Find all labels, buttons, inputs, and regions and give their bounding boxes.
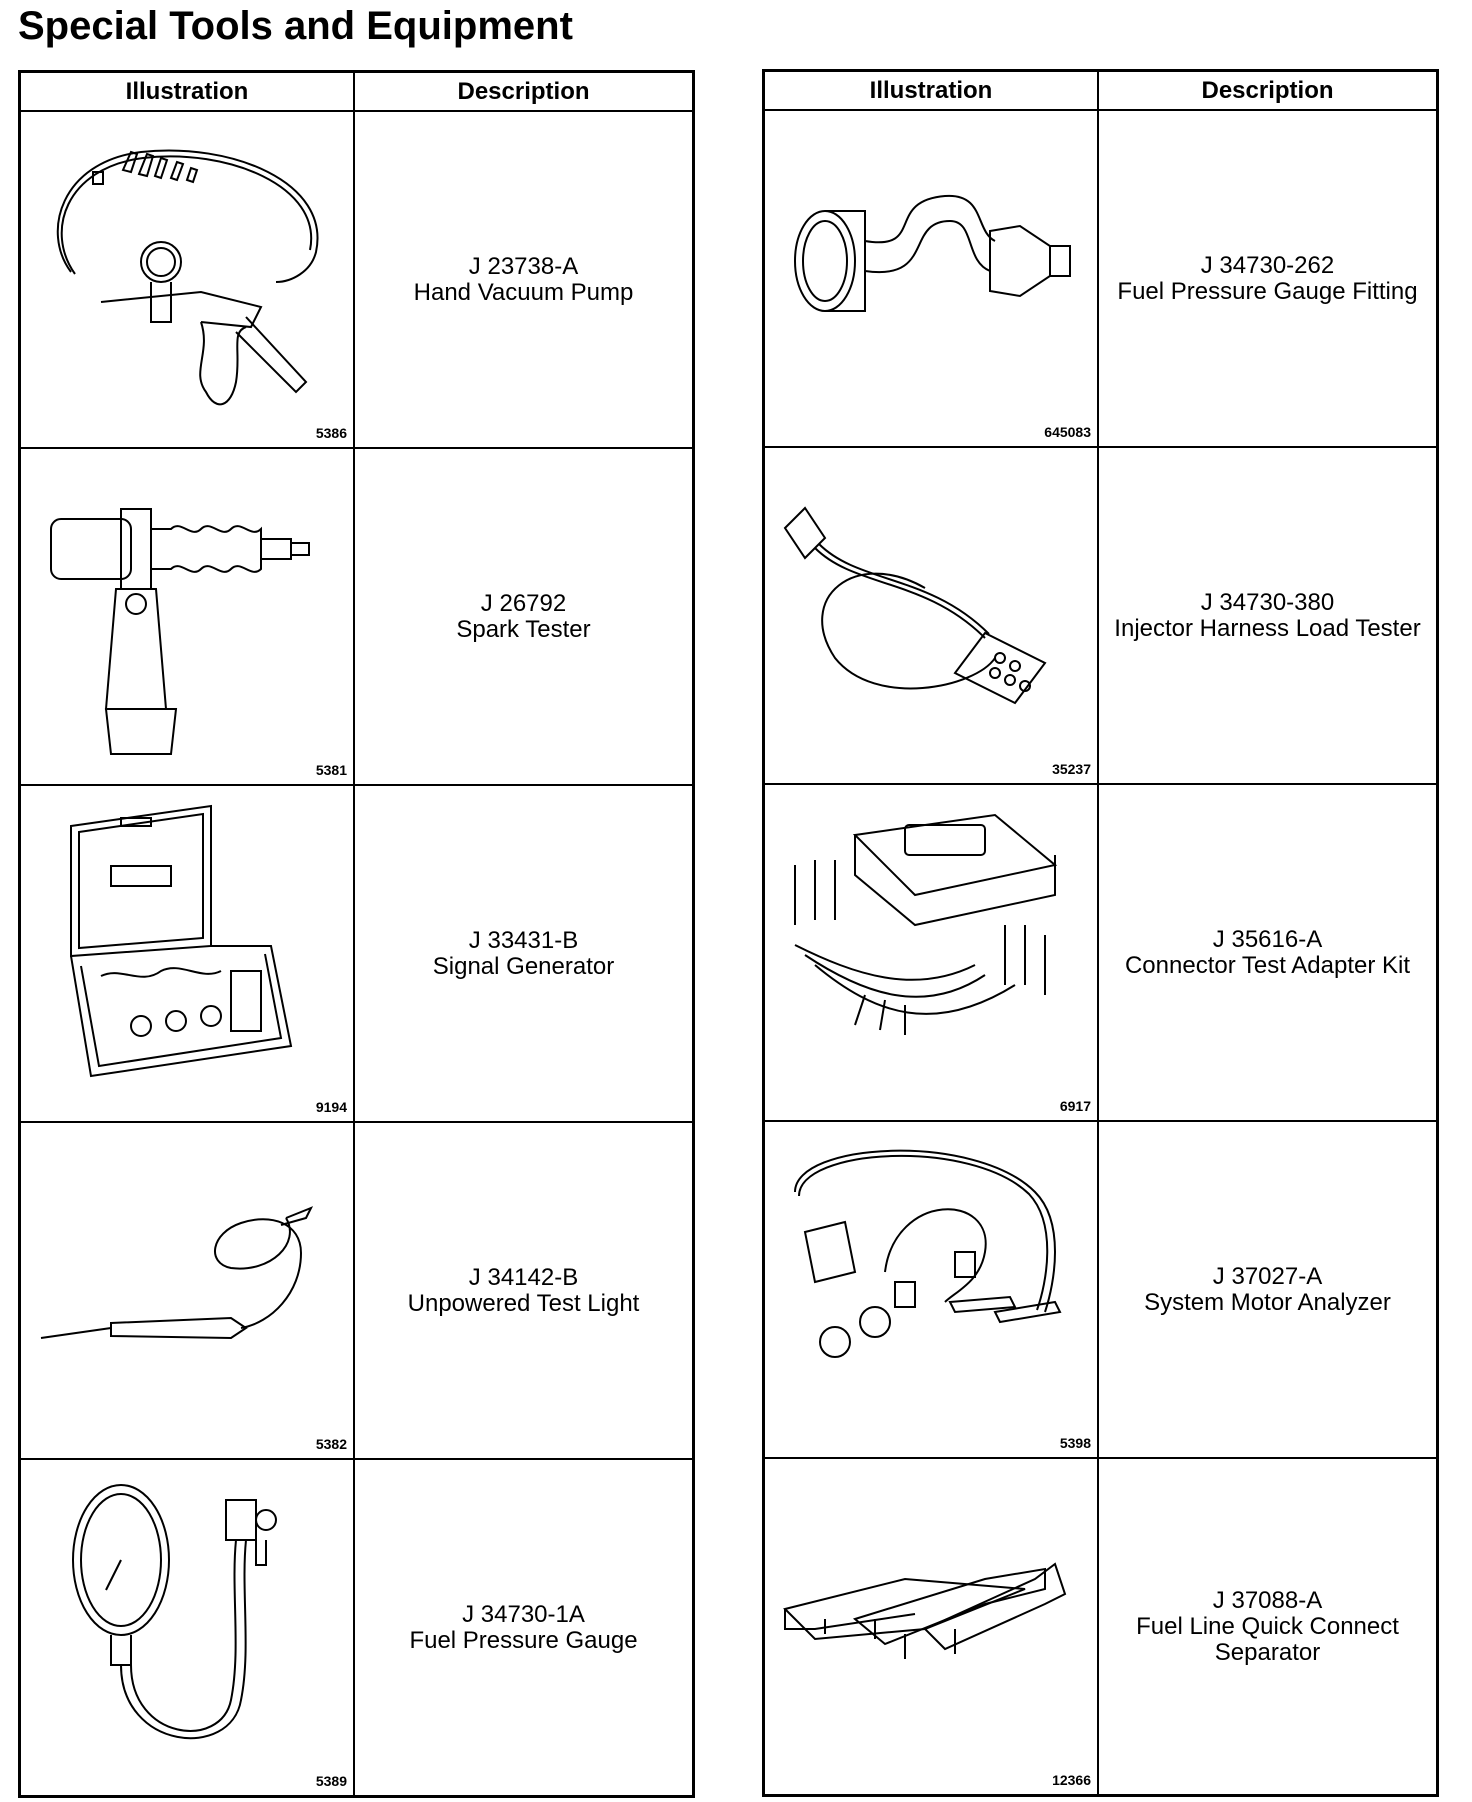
tool-number: J 34730-262	[1200, 251, 1335, 279]
tool-name: Fuel Pressure Gauge Fitting	[1117, 277, 1418, 305]
illustration-cell	[20, 111, 355, 448]
tool-name: System Motor Analyzer	[1144, 1288, 1391, 1316]
table-row	[764, 784, 1438, 1121]
tool-number: J 33431-B	[468, 926, 579, 954]
tool-number: J 34730-380	[1200, 588, 1335, 616]
figure-number: 5381	[315, 762, 347, 778]
table-header-row	[20, 72, 694, 112]
tools-table-left	[18, 70, 695, 1798]
table-row	[764, 1121, 1438, 1458]
table-row	[20, 448, 694, 785]
illustration-cell	[764, 110, 1099, 447]
gauge-fitting-icon	[775, 121, 1087, 421]
page-title: Special Tools and Equipment	[18, 4, 573, 48]
tool-number: J 35616-A	[1212, 925, 1323, 953]
hand-vacuum-pump-icon	[31, 122, 343, 422]
illustration-cell	[20, 785, 355, 1122]
illustration-cell	[20, 1459, 355, 1797]
tool-name: Fuel Line Quick Connect Separator	[1136, 1612, 1399, 1666]
figure-number: 35237	[1052, 761, 1091, 777]
tool-name: Fuel Pressure Gauge	[409, 1626, 638, 1654]
description-cell	[354, 785, 694, 1122]
signal-generator-icon	[31, 796, 343, 1096]
table-row	[20, 1122, 694, 1459]
figure-number: 5382	[315, 1436, 347, 1452]
table-row	[764, 447, 1438, 784]
description-cell	[354, 1122, 694, 1459]
spark-tester-icon	[31, 459, 343, 759]
figure-number: 9194	[315, 1099, 347, 1115]
figure-number: 5389	[315, 1773, 347, 1789]
tool-name: Injector Harness Load Tester	[1114, 614, 1421, 642]
test-light-icon	[31, 1133, 343, 1433]
tool-name: Connector Test Adapter Kit	[1124, 951, 1411, 979]
description-cell	[354, 111, 694, 448]
figure-number: 5386	[315, 425, 347, 441]
illustration-header: Illustration	[764, 71, 1099, 111]
figure-number: 12366	[1052, 1772, 1091, 1788]
description-cell	[354, 1459, 694, 1797]
quick-connect-separator-icon	[775, 1469, 1087, 1769]
table-row	[20, 111, 694, 448]
description-cell	[1098, 447, 1438, 784]
figure-number: 5398	[1059, 1435, 1091, 1451]
tool-name: Hand Vacuum Pump	[413, 278, 634, 306]
tool-name: Unpowered Test Light	[407, 1289, 640, 1317]
illustration-cell	[764, 1121, 1099, 1458]
illustration-cell	[764, 447, 1099, 784]
description-header: Description	[354, 72, 694, 112]
motor-analyzer-icon	[775, 1132, 1087, 1432]
table-row	[20, 785, 694, 1122]
illustration-header: Illustration	[20, 72, 355, 112]
table-row	[20, 1459, 694, 1797]
illustration-cell	[20, 1122, 355, 1459]
tool-name: Spark Tester	[456, 615, 591, 643]
tool-number: J 37027-A	[1212, 1262, 1323, 1290]
description-cell	[354, 448, 694, 785]
tool-number: J 34142-B	[468, 1263, 579, 1291]
figure-number: 6917	[1059, 1098, 1091, 1114]
tool-number: J 37088-A	[1212, 1586, 1323, 1614]
tools-table-right	[762, 69, 1439, 1797]
description-cell	[1098, 784, 1438, 1121]
figure-number: 645083	[1044, 424, 1091, 440]
tool-name: Signal Generator	[432, 952, 615, 980]
description-header: Description	[1098, 71, 1438, 111]
table-row	[764, 1458, 1438, 1796]
table-row	[764, 110, 1438, 447]
harness-load-tester-icon	[775, 458, 1087, 758]
description-cell	[1098, 1121, 1438, 1458]
adapter-kit-icon	[775, 795, 1087, 1095]
illustration-cell	[764, 1458, 1099, 1796]
illustration-cell	[20, 448, 355, 785]
description-cell	[1098, 110, 1438, 447]
tool-number: J 26792	[480, 589, 567, 617]
description-cell	[1098, 1458, 1438, 1796]
tool-number: J 23738-A	[468, 252, 579, 280]
fuel-pressure-gauge-icon	[31, 1470, 343, 1770]
illustration-cell	[764, 784, 1099, 1121]
tool-number: J 34730-1A	[462, 1600, 585, 1628]
table-header-row	[764, 71, 1438, 111]
